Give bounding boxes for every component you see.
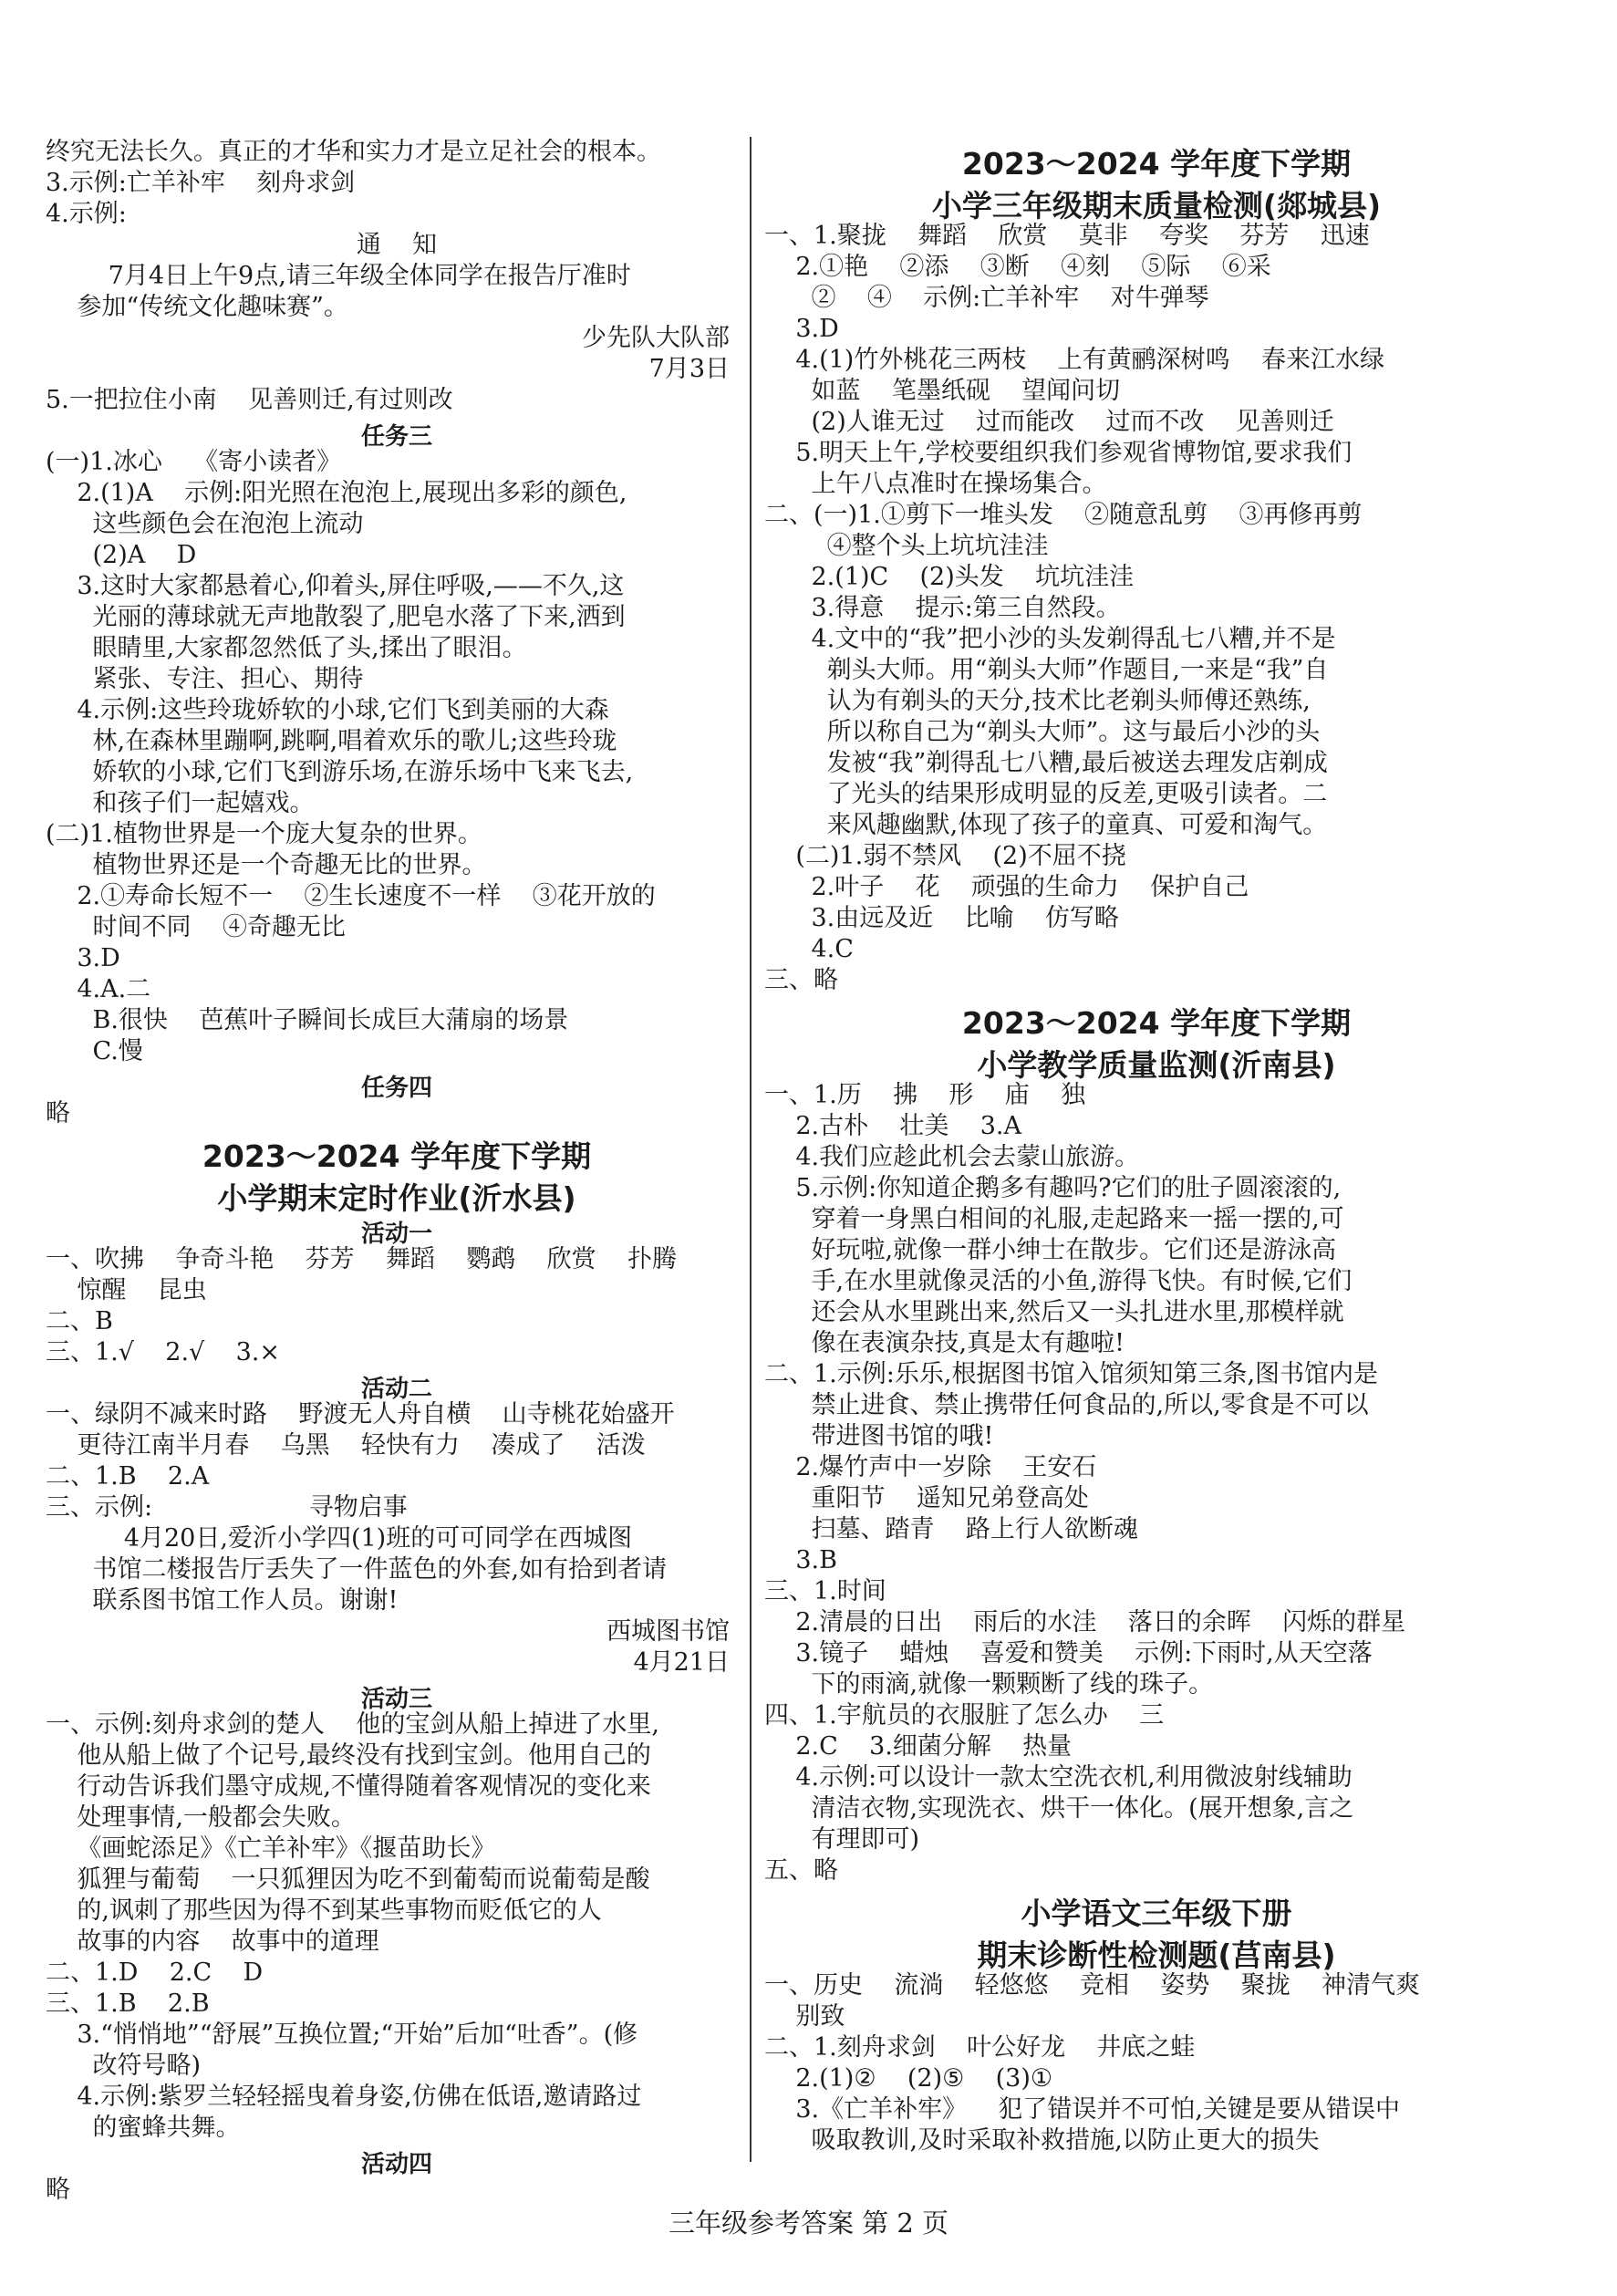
answer-line: 故事的内容 故事中的道理	[46, 1927, 379, 1956]
answer-line: 4.示例:这些玲珑娇软的小球,它们飞到美丽的大森	[46, 696, 609, 724]
answer-line: 5.一把拉住小南 见善则迁,有过则改	[46, 386, 453, 414]
answer-line: 像在表演杂技,真是太有趣啦!	[764, 1329, 1125, 1357]
answer-line: 一、1.聚拢 舞蹈 欣赏 莫非 夸奖 芬芳 迅速	[764, 222, 1370, 250]
section-title: 2023～2024 学年度下学期	[202, 1138, 592, 1174]
answer-line: 书馆二楼报告厅丢失了一件蓝色的外套,如有拾到者请	[46, 1555, 668, 1584]
answer-line: 的,讽刺了那些因为得不到某些事物而贬低它的人	[46, 1896, 602, 1925]
task-heading: 活动一	[360, 1221, 432, 1248]
answer-line: 处理事情,一般都会失败。	[46, 1803, 356, 1832]
answer-line: (一)1.冰心 《寄小读者》	[46, 448, 342, 476]
answer-line: 三、示例: 寻物启事	[46, 1493, 408, 1522]
answer-line: 参加“传统文化趣味赛”。	[46, 293, 348, 321]
answer-line: 眼睛里,大家都忽然低了头,揉出了眼泪。	[46, 634, 527, 662]
answer-line: 4月20日,爱沂小学四(1)班的可可同学在西城图	[46, 1524, 633, 1553]
answer-line: 和孩子们一起嬉戏。	[46, 789, 315, 817]
answer-line: 略	[46, 2176, 70, 2204]
answer-line: 改符号略)	[46, 2052, 202, 2080]
answer-line: 二、1.D 2.C D	[46, 1958, 264, 1987]
answer-line: C.慢	[46, 1037, 143, 1065]
answer-line: 4.我们应趁此机会去蒙山旅游。	[764, 1143, 1140, 1171]
answer-line: 认为有剃头的天分,技术比老剃头师傅还熟练,	[764, 687, 1311, 715]
section-title: 期末诊断性检测题(莒南县)	[977, 1938, 1336, 1973]
answer-line: 时间不同 ④奇趣无比	[46, 913, 346, 941]
answer-line: 植物世界还是一个奇趣无比的世界。	[46, 851, 487, 879]
notice-title: 通 知	[356, 231, 438, 259]
answer-line: ④整个头上坑坑洼洼	[764, 532, 1049, 560]
answer-line: 一、吹拂 争奇斗艳 芬芳 舞蹈 鹦鹉 欣赏 扑腾	[46, 1245, 677, 1273]
answer-line: 好玩啦,就像一群小绅士在散步。它们还是游泳高	[764, 1236, 1337, 1264]
answer-line: 4.C	[764, 935, 854, 963]
page-footer: 三年级参考答案 第 2 页	[668, 2208, 949, 2239]
answer-line: 5.示例:你知道企鹅多有趣吗?它们的肚子圆滚滚的,	[764, 1174, 1342, 1202]
task-heading: 活动四	[360, 2151, 432, 2178]
answer-line: 三、1.时间	[764, 1577, 886, 1605]
answer-line: 重阳节 遥知兄弟登高处	[764, 1484, 1089, 1512]
answer-line: 2.C 3.细菌分解 热量	[764, 1732, 1073, 1761]
answer-line: 上午八点准时在操场集合。	[764, 470, 1107, 498]
answer-line: 二、1.示例:乐乐,根据图书馆入馆须知第三条,图书馆内是	[764, 1360, 1379, 1388]
answer-line: 2.①艳 ②添 ③断 ④刻 ⑤际 ⑥采	[764, 253, 1271, 281]
answer-line: 2.叶子 花 顽强的生命力 保护自己	[764, 873, 1249, 901]
answer-line: 3.D	[764, 315, 839, 343]
task-heading: 活动二	[360, 1376, 432, 1403]
answer-line: 2.清晨的日出 雨后的水洼 落日的余晖 闪烁的群星	[764, 1608, 1406, 1636]
answer-line: (2)A D	[46, 541, 197, 569]
answer-line: 这些颜色会在泡泡上流动	[46, 510, 364, 538]
task-heading: 活动三	[360, 1686, 432, 1713]
answer-line: 更待江南半月春 乌黑 轻快有力 凑成了 活泼	[46, 1431, 646, 1460]
answer-line: 3.示例:亡羊补牢 刻舟求剑	[46, 169, 356, 197]
answer-line: (2)人谁无过 过而能改 过而不改 见善则迁	[764, 408, 1334, 436]
answer-line: 略	[46, 1099, 70, 1127]
answer-line: 狐狸与葡萄 一只狐狸因为吃不到葡萄而说葡萄是酸	[46, 1865, 650, 1894]
answer-line: 二、B	[46, 1307, 113, 1335]
answer-line: 二、1.刻舟求剑 叶公好龙 井底之蛙	[764, 2033, 1196, 2062]
answer-line: 扫墓、踏青 路上行人欲断魂	[764, 1515, 1138, 1543]
answer-line: (二)1.弱不禁风 (2)不屈不挠	[764, 842, 1126, 870]
answer-line: 二、1.B 2.A	[46, 1462, 210, 1491]
answer-line: 三、略	[764, 966, 838, 994]
answer-line: 紧张、专注、担心、期待	[46, 665, 364, 693]
answer-line: B.很快 芭蕉叶子瞬间长成巨大蒲扇的场景	[46, 1006, 569, 1034]
section-title: 2023～2024 学年度下学期	[961, 1005, 1352, 1041]
answer-line: 4.示例:紫罗兰轻轻摇曳着身姿,仿佛在低语,邀请路过	[46, 2083, 642, 2111]
answer-line: 一、历史 流淌 轻悠悠 竞相 姿势 聚拢 神清气爽	[764, 1971, 1420, 2000]
answer-line: 手,在水里就像灵活的小鱼,游得飞快。有时候,它们	[764, 1267, 1353, 1295]
answer-line: 一、1.历 拂 形 庙 独	[764, 1081, 1086, 1109]
answer-line: 4.A.二	[46, 975, 151, 1003]
answer-line: 3.“悄悄地”“舒展”互换位置;“开始”后加“吐香”。(修	[46, 2021, 638, 2049]
answer-line: 终究无法长久。真正的才华和实力才是立足社会的根本。	[46, 138, 661, 166]
answer-line: 发被“我”剃得乱七八糟,最后被送去理发店剃成	[764, 749, 1328, 777]
answer-line: 联系图书馆工作人员。谢谢!	[46, 1586, 399, 1615]
answer-line: 2.爆竹声中一岁除 王安石	[764, 1453, 1097, 1481]
answer-line: 如蓝 笔墨纸砚 望闻问切	[764, 377, 1121, 405]
column-divider	[750, 137, 751, 2162]
answer-line: 四、1.宇航员的衣服脏了怎么办 三	[764, 1701, 1165, 1730]
answer-line: 有理即可)	[764, 1825, 920, 1854]
task-heading: 任务三	[360, 423, 432, 451]
answer-line: 2.古朴 壮美 3.A	[764, 1112, 1022, 1140]
section-title: 小学语文三年级下册	[1021, 1896, 1292, 1931]
answer-line: 3.由远及近 比喻 仿写略	[764, 904, 1119, 932]
answer-line: 光丽的薄球就无声地散裂了,肥皂水落了下来,洒到	[46, 603, 626, 631]
answer-line: 2.(1)A 示例:阳光照在泡泡上,展现出多彩的颜色,	[46, 479, 627, 507]
answer-line: 穿着一身黑白相间的礼服,走起路来一摇一摆的,可	[764, 1205, 1344, 1233]
section-title: 小学期末定时作业(沂水县)	[217, 1180, 576, 1216]
section-title: 小学教学质量监测(沂南县)	[977, 1047, 1336, 1083]
section-title: 2023～2024 学年度下学期	[961, 146, 1352, 182]
answer-line: 三、1.√ 2.√ 3.×	[46, 1338, 280, 1366]
answer-line: 五、略	[764, 1856, 838, 1885]
answer-line: 下的雨滴,就像一颗颗断了线的珠子。	[764, 1670, 1214, 1699]
answer-line: 还会从水里跳出来,然后又一头扎进水里,那模样就	[764, 1298, 1344, 1326]
answer-line: 二、(一)1.①剪下一堆头发 ②随意乱剪 ③再修再剪	[764, 501, 1363, 529]
answer-line: 他从船上做了个记号,最终没有找到宝剑。他用自己的	[46, 1741, 651, 1770]
notice-signature: 西城图书馆	[606, 1617, 730, 1646]
answer-line: 2.(1)C (2)头发 坑坑洼洼	[764, 563, 1135, 591]
answer-line: ② ④ 示例:亡羊补牢 对牛弹琴	[764, 284, 1209, 312]
answer-line: 3.得意 提示:第三自然段。	[764, 594, 1121, 622]
answer-line: 行动告诉我们墨守成规,不懂得随着客观情况的变化来	[46, 1772, 651, 1801]
answer-line: 的蜜蜂共舞。	[46, 2114, 241, 2142]
answer-line: (二)1.植物世界是一个庞大复杂的世界。	[46, 820, 482, 848]
notice-signature: 少先队大队部	[582, 324, 730, 352]
answer-line: 娇软的小球,它们飞到游乐场,在游乐场中飞来飞去,	[46, 758, 634, 786]
answer-line: 所以称自己为“剃头大师”。这与最后小沙的头	[764, 718, 1321, 746]
task-heading: 任务四	[360, 1075, 432, 1102]
answer-line: 吸取教训,及时采取补救措施,以防止更大的损失	[764, 2126, 1320, 2155]
answer-line: 来风趣幽默,体现了孩子的童真、可爱和淘气。	[764, 811, 1328, 839]
answer-line: 惊醒 昆虫	[46, 1276, 207, 1304]
answer-line: 一、示例:刻舟求剑的楚人 他的宝剑从船上掉进了水里,	[46, 1710, 660, 1739]
answer-line: 3.《亡羊补牢》 犯了错误并不可怕,关键是要从错误中	[764, 2095, 1401, 2124]
answer-line: 5.明天上午,学校要组织我们参观省博物馆,要求我们	[764, 439, 1353, 467]
answer-line: 3.这时大家都悬着心,仰着头,屏住呼吸,——不久,这	[46, 572, 625, 600]
answer-line: 3.D	[46, 944, 120, 972]
answer-line: 3.镜子 蜡烛 喜爱和赞美 示例:下雨时,从天空落	[764, 1639, 1373, 1667]
answer-line: 2.(1)② (2)⑤ (3)①	[764, 2064, 1053, 2093]
answer-line: 3.B	[764, 1546, 837, 1574]
notice-signature: 7月3日	[648, 355, 730, 383]
answer-line: 4.示例:	[46, 200, 127, 228]
answer-line: 禁止进食、禁止携带任何食品的,所以,零食是不可以	[764, 1391, 1369, 1419]
answer-line: 一、绿阴不减来时路 野渡无人舟自横 山寺桃花始盛开	[46, 1400, 675, 1429]
answer-line: 林,在森林里蹦啊,跳啊,唱着欢乐的歌儿;这些玲珑	[46, 727, 617, 755]
section-title: 小学三年级期末质量检测(郯城县)	[931, 188, 1382, 223]
answer-line: 了光头的结果形成明显的反差,更吸引读者。二	[764, 780, 1328, 808]
answer-line: 2.①寿命长短不一 ②生长速度不一样 ③花开放的	[46, 882, 656, 910]
answer-line: 《画蛇添足》《亡羊补牢》《揠苗助长》	[46, 1834, 496, 1863]
answer-line: 带进图书馆的哦!	[764, 1422, 994, 1450]
answer-line: 剃头大师。用“剃头大师”作题目,一来是“我”自	[764, 656, 1329, 684]
answer-line: 别致	[764, 2002, 845, 2031]
answer-line: 4.文中的“我”把小沙的头发剃得乱七八糟,并不是	[764, 625, 1336, 653]
answer-line: 4.示例:可以设计一款太空洗衣机,利用微波射线辅助	[764, 1763, 1353, 1792]
notice-signature: 4月21日	[633, 1648, 730, 1677]
answer-line: 7月4日上午9点,请三年级全体同学在报告厅准时	[46, 262, 631, 290]
answer-line: 三、1.B 2.B	[46, 1990, 210, 2018]
answer-line: 4.(1)竹外桃花三两枝 上有黄鹂深树鸣 春来江水绿	[764, 346, 1384, 374]
answer-line: 清洁衣物,实现洗衣、烘干一体化。(展开想象,言之	[764, 1794, 1354, 1823]
